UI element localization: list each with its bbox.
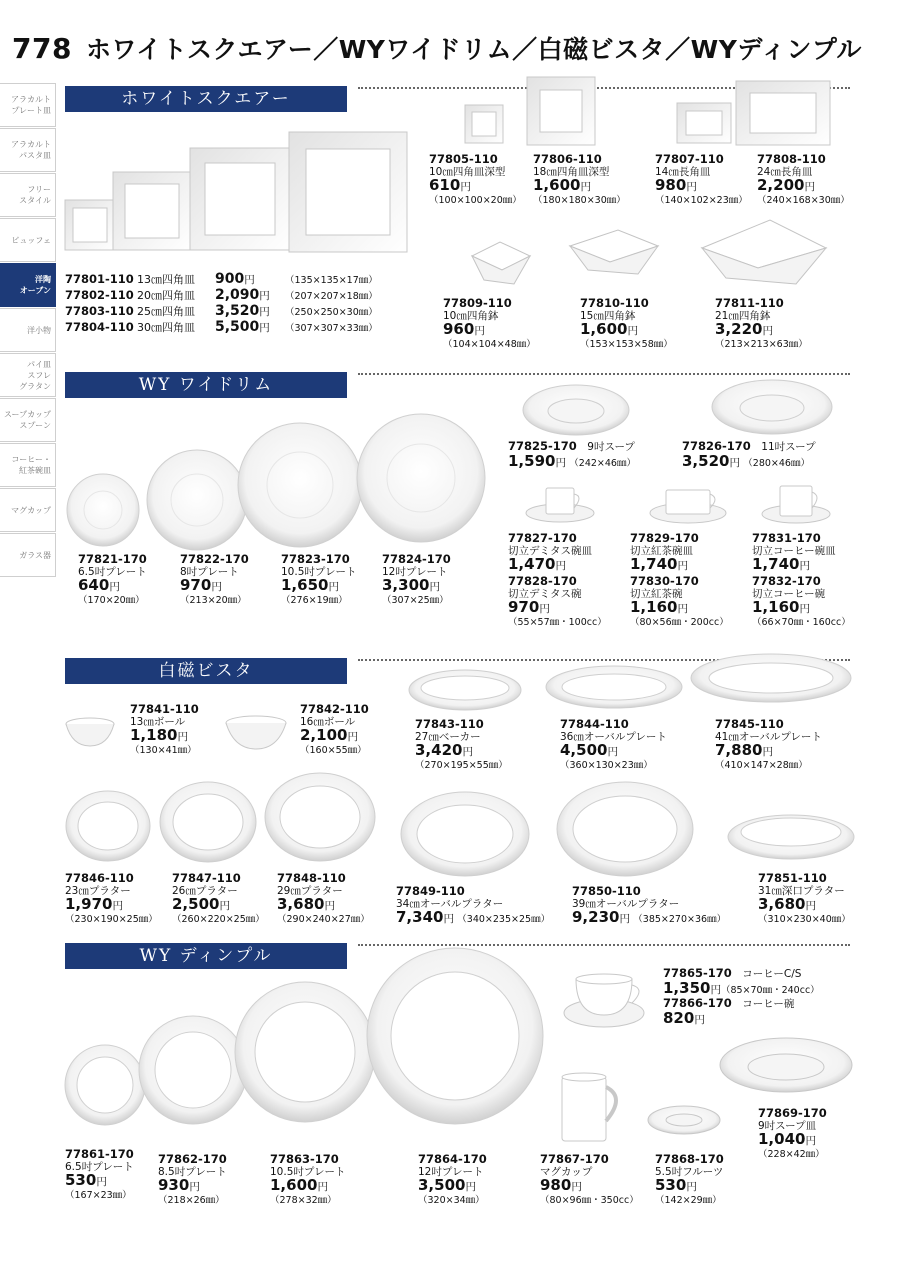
product-77828: 77828-170 切立デミタス碗 970円 （55×57㎜・100cc） [508, 574, 607, 628]
product-77831: 77831-170 切立コーヒー碗皿 1,740円 [752, 531, 836, 573]
product-77805: 77805-110 10㎝四角皿深型 610円 （100×100×20㎜） [429, 152, 522, 206]
product-77842: 77842-110 16㎝ボール 2,100円 （160×55㎜） [300, 702, 369, 756]
vista-oval-image [405, 650, 855, 715]
product-77865: 77865-170 コーヒーC/S 1,350円（85×70㎜・240cc） [663, 966, 820, 997]
square-bowl-image [470, 218, 830, 293]
page-number: 778 [12, 32, 72, 65]
tab-glass[interactable]: ガラス器 [0, 533, 56, 577]
widerim-cups-image [520, 480, 840, 530]
widerim-plates-image [65, 412, 490, 552]
vista-platter-image [65, 772, 855, 882]
product-77832: 77832-170 切立コーヒー碗 1,160円 （66×70㎜・160cc） [752, 574, 851, 628]
product-77869: 77869-170 9吋スープ皿 1,040円 （228×42㎜） [758, 1106, 827, 1160]
divider [358, 373, 850, 375]
product-77829: 77829-170 切立紅茶碗皿 1,740円 [630, 531, 699, 573]
product-77822: 77822-170 8吋プレート 970円 （213×20㎜） [180, 552, 249, 606]
square-row: 77801-110 13㎝四角皿 900円 （135×135×17㎜） [65, 271, 378, 287]
product-77866: 77866-170 コーヒー碗 820円 [663, 996, 795, 1027]
tab-western-oven[interactable]: 洋陶 オーブン [0, 263, 56, 307]
product-77846: 77846-110 23㎝プラター 1,970円 （230×190×25㎜） [65, 871, 158, 925]
widerim-soup-image [520, 380, 845, 440]
product-77811: 77811-110 21㎝四角鉢 3,220円 （213×213×63㎜） [715, 296, 808, 350]
product-77850: 77850-110 39㎝オーバルプラター 9,230円 （385×270×36㎜） [572, 884, 727, 926]
tab-buffet[interactable]: ビュッフェ [0, 218, 56, 262]
product-77851: 77851-110 31㎝深口プラター 3,680円 （310×230×40㎜） [758, 871, 851, 925]
product-77824: 77824-170 12吋プレート 3,300円 （307×25㎜） [382, 552, 451, 606]
product-77843: 77843-110 27㎝ベーカー 3,420円 （270×195×55㎜） [415, 717, 508, 771]
product-77807: 77807-110 14㎝長角皿 980円 （140×102×23㎜） [655, 152, 748, 206]
section-white-square: ホワイトスクエアー [65, 86, 347, 112]
section-wy-dimple: WY ディンプル [65, 943, 347, 969]
product-77868: 77868-170 5.5吋フルーツ 530円 （142×29㎜） [655, 1152, 724, 1206]
page-title-text: ホワイトスクエアー／WYワイドリム／白磁ビスタ／WYディンプル [85, 35, 862, 64]
product-77845: 77845-110 41㎝オーバルプレート 7,880円 （410×147×28㎜） [715, 717, 822, 771]
tab-coffee-tea[interactable]: コーヒー・ 紅茶碗皿 [0, 443, 56, 487]
product-77849: 77849-110 34㎝オーバルプラター 7,340円 （340×235×25㎜） [396, 884, 551, 926]
product-77827: 77827-170 切立デミタス碗皿 1,470円 [508, 531, 592, 573]
product-77867: 77867-170 マグカップ 980円 （80×96㎜・350cc） [540, 1152, 639, 1206]
square-row: 77802-110 20㎝四角皿 2,090円 （207×207×18㎜） [65, 287, 378, 303]
product-77848: 77848-110 29㎝プラター 3,680円 （290×240×27㎜） [277, 871, 370, 925]
page-title [12, 30, 862, 66]
product-77806: 77806-110 18㎝四角皿深型 1,600円 （180×180×30㎜） [533, 152, 626, 206]
square-row: 77804-110 30㎝四角皿 5,500円 （307×307×33㎜） [65, 319, 378, 335]
tab-western-small[interactable]: 洋小物 [0, 308, 56, 352]
square-row: 77803-110 25㎝四角皿 3,520円 （250×250×30㎜） [65, 303, 378, 319]
tab-alacarte-plate[interactable]: アラカルト プレート皿 [0, 83, 56, 127]
tab-mug[interactable]: マグカップ [0, 488, 56, 532]
category-tabs [0, 83, 56, 578]
product-77862: 77862-170 8.5吋プレート 930円 （218×26㎜） [158, 1152, 227, 1206]
product-77826: 77826-170 11吋スープ 3,520円 （280×46㎜） [682, 439, 816, 470]
product-77863: 77863-170 10.5吋プレート 1,600円 （278×32㎜） [270, 1152, 346, 1206]
product-77825: 77825-170 9吋スープ 1,590円 （242×46㎜） [508, 439, 636, 470]
product-77844: 77844-110 36㎝オーバルプレート 4,500円 （360×130×23㎜） [560, 717, 667, 771]
product-77864: 77864-170 12吋プレート 3,500円 （320×34㎜） [418, 1152, 487, 1206]
square-deep-image [460, 75, 835, 150]
tab-pie-souffle-gratin[interactable]: パイ皿 スフレ グラタン [0, 353, 56, 397]
product-77808: 77808-110 24㎝長角皿 2,200円 （240×168×30㎜） [757, 152, 850, 206]
product-77847: 77847-110 26㎝プラター 2,500円 （260×220×25㎜） [172, 871, 265, 925]
product-77830: 77830-170 切立紅茶碗 1,160円 （80×56㎜・200cc） [630, 574, 729, 628]
product-77823: 77823-170 10.5吋プレート 1,650円 （276×19㎜） [281, 552, 357, 606]
product-77810: 77810-110 15㎝四角鉢 1,600円 （153×153×58㎜） [580, 296, 673, 350]
product-77821: 77821-170 6.5吋プレート 640円 （170×20㎜） [78, 552, 147, 606]
section-wy-widerim: WY ワイドリム [65, 372, 347, 398]
square-plates-image [65, 130, 410, 255]
tab-alacarte-pasta[interactable]: アラカルト パスタ皿 [0, 128, 56, 172]
tab-free-style[interactable]: フリー スタイル [0, 173, 56, 217]
product-77841: 77841-110 13㎝ボール 1,180円 （130×41㎜） [130, 702, 199, 756]
product-77861: 77861-170 6.5吋プレート 530円 （167×23㎜） [65, 1147, 134, 1201]
dimple-plates-image [65, 960, 545, 1150]
product-77809: 77809-110 10㎝四角鉢 960円 （104×104×48㎜） [443, 296, 536, 350]
tab-soup-cup-spoon[interactable]: スープカップ スプーン [0, 398, 56, 442]
divider [358, 944, 850, 946]
section-hakuji-vista: 白磁ビスタ [65, 658, 347, 684]
